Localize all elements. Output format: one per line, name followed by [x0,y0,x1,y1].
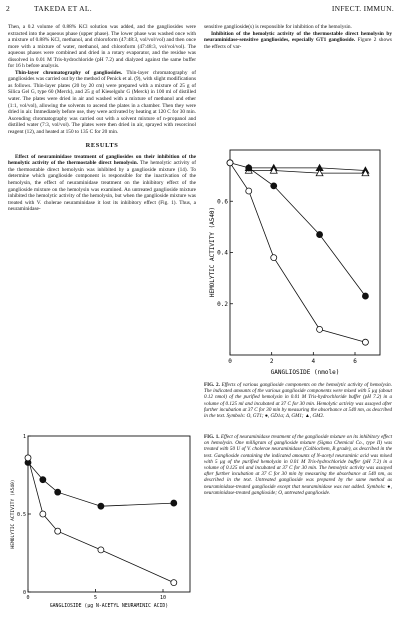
fig1-data-point [55,528,61,534]
fig1-data-point [40,511,46,517]
fig2-series-line-1 [249,171,366,174]
running-header [6,4,394,16]
fig1-data-point [40,477,46,483]
fig2-y-tick-label: 0.2 [217,300,228,308]
fig2-caption-text: Effects of various ganglioside components on the hemolytic activity of hemolysin. The indicated amounts of the various ganglioside components were mixed with 5 µg (about 0.12 nmol) of the purified hemolysin in 0.01 M Tris-hydrochloride buffer (pH 7.2) in a volume of 0.125 ml and incubated at 37 C for 30 min. Hemolytic activity was assayed after further incubation at 37 C for 30 min by measuring the absorbance at 540 nm, as described in the text. Symbols: O, GT1; ●, GD1a; Δ, GM1; ▲, GM2. [204,382,392,420]
results-paragraph [8,154,196,213]
fig2-data-point [271,183,277,189]
fig2-y-tick-label: 0.6 [217,198,228,206]
tlc-heading: Thin-layer chromatography of gangliosides. [15,69,123,76]
inhibition-text: Figure 2 shows the effects of var- [204,37,392,50]
fig1-x-tick-label: 10 [159,595,167,601]
fig1-x-tick-label: 5 [93,595,98,601]
fig1-y-tick-label: 1 [22,434,26,440]
fig1-data-point [171,500,177,506]
fig1-caption-text: Effect of neuraminidase treatment of the ganglioside mixture on its inhibitory effect on hemolysin. One milligram of ganglioside mixture (Sigma Chemical Co., type II) was treated with 50 U of V. cholerae neuraminidase (Calbiochem, B grade), as described in the text. Ganglioside containing the indicated amounts of N-acetyl neuraminic acid was mixed with 5 µg of the purified hemolysin in 0.01 M Tris-hydrochloride buffer (pH 7.2) in a volume of 0.125 ml and incubated at 37 C for 30 min. The hemolytic activity was assayed after further incubation at 37 C for 30 min by measuring the absorbance at 540 nm, as described in the text. Untreated ganglioside was prepared by the same method as neuraminidase-treated ganglioside except that neuraminidase was not added. Symbols: ●, neuraminidase-treated ganglioside; O, untreated ganglioside. [204,434,392,496]
figure-1-chart [6,430,196,610]
fig2-series-line-2 [230,163,365,296]
methods-paragraph: Then, a 0.2 volume of 0.88% KCl solution was added, and the gangliosides were extracted into the aqueous phase (upper phase). The lower phase was washed once with a mixture of 0.88% KCl, methanol, and chloroform (47:48:3, vol/vol/vol) and then once more with a mixture of water, methanol, and chloroform (47:48:3, vol/vol/vol). The aqueous phases were combined and dried in a rotary evaporator, and the residue was dissolved in 0.01 M Tris-hydrochloride (pH 7.2) and dialyzed against the same buffer for 16 h before analysis. [8,24,196,70]
results-text: The hemolytic activity of the thermostable direct hemolysin was inhibited by a ganglioside mixture (14). To determine which ganglioside component is responsible for the inactivation of the hemolysin, the effect of neuraminidase treatment on the inhibitory effect of the ganglioside mixture on the hemolysin was examined. An untreated ganglioside mixture inhibited the hemolytic activity of the hemolysin, but when the ganglioside mixture was treated with V. cholerae neuraminidase it lost its inhibitory effect (Fig. 1). Thus, a neuraminidase- [8,160,196,213]
fig1-series-line-1 [28,458,174,583]
fig1-x-tick-label: 0 [26,595,30,601]
page-number: 2 [6,4,11,13]
fig2-data-point [246,165,252,171]
fig1-y-tick-label: 0 [22,590,26,596]
fig2-x-tick-label: 6 [353,358,357,365]
right-paragraph: sensitive ganglioside(s) is responsible for inhibition of the hemolysin. [204,24,352,30]
fig1-data-point [98,547,104,553]
fig2-data-point [317,326,323,332]
fig1-label: FIG. 1. [204,434,220,440]
fig1-y-axis-label: HEMOLYTIC ACTIVITY (A540) [11,479,16,549]
fig2-data-point [317,232,323,238]
fig1-data-point [171,580,177,586]
fig2-y-axis-label: HEMOLYTIC ACTIVITY (A540) [209,206,216,298]
figure-1-caption [204,434,392,496]
results-heading: RESULTS [85,142,119,150]
fig1-data-point [55,489,61,495]
fig2-x-tick-label: 2 [269,358,274,365]
fig1-data-point [98,503,104,509]
figure-2-chart [204,142,396,378]
fig1-x-axis-label: GANGLIOSIDE (µg N-ACETYL NEURAMINIC ACID) [49,604,169,609]
right-column [204,24,392,50]
fig2-frame [230,150,380,355]
fig1-y-tick-label: 0.5 [16,512,26,518]
tlc-paragraph [8,70,196,135]
figure-2-caption [204,382,392,419]
fig2-data-point [246,188,252,194]
left-column [8,24,196,213]
fig2-x-tick-label: 0 [228,358,232,365]
fig2-data-point [362,339,368,345]
authors: TAKEDA ET AL. [34,4,92,13]
fig2-y-tick-label: 0.4 [217,249,228,257]
fig2-x-tick-label: 4 [311,358,316,365]
fig1-frame [28,436,190,592]
fig2-x-axis-label: GANGLIOSIDE (nmole) [270,369,340,376]
inhibition-paragraph [204,31,392,51]
fig1-series-line-0 [28,463,174,507]
inhibition-subheading: Inhibition of the hemolytic activity of the thermostable direct hemolysin by neuraminidase-sensitive gangliosides, especially GT1 ganglioside. [204,30,392,44]
fig2-data-point [362,293,368,299]
fig2-data-point [227,160,233,166]
results-subheading: Effect of neuraminidase treatment of gangliosides on their inhibition of the hemolytic activity of the thermostable direct hemolysin. [8,153,196,167]
fig2-label: FIG. 2. [204,382,220,388]
fig1-data-point [25,455,31,461]
tlc-text: Thin-layer chromatography of gangliosides was carried out by the method of Penick et al. (9), with slight modifications as follows. Thin-layer plates (20 by 20 cm) were prepared with a mixture of 25 g of Silica Gel G, type 60 (Merck), and 25 g of Kieselguhr G (Merck) in 100 ml of distilled water. The plates were dried in air and washed with a mixture of methanol and ether (1:1, vol/vol), allowing the solvents to ascend the plates in a chamber. Then they were dried in air. Immediately before use, they were activated by heating at 120 C for 30 min. Ascending chromatography was carried out with a solvent mixture of n-propanol and distilled water (7:3, vol/vol). The plates were then dried in air, sprayed with resorcinol reagent (12), and heated at 150 to 135 C for 20 min. [8,69,197,135]
journal-name: INFECT. IMMUN. [331,4,394,13]
fig2-data-point [271,255,277,261]
